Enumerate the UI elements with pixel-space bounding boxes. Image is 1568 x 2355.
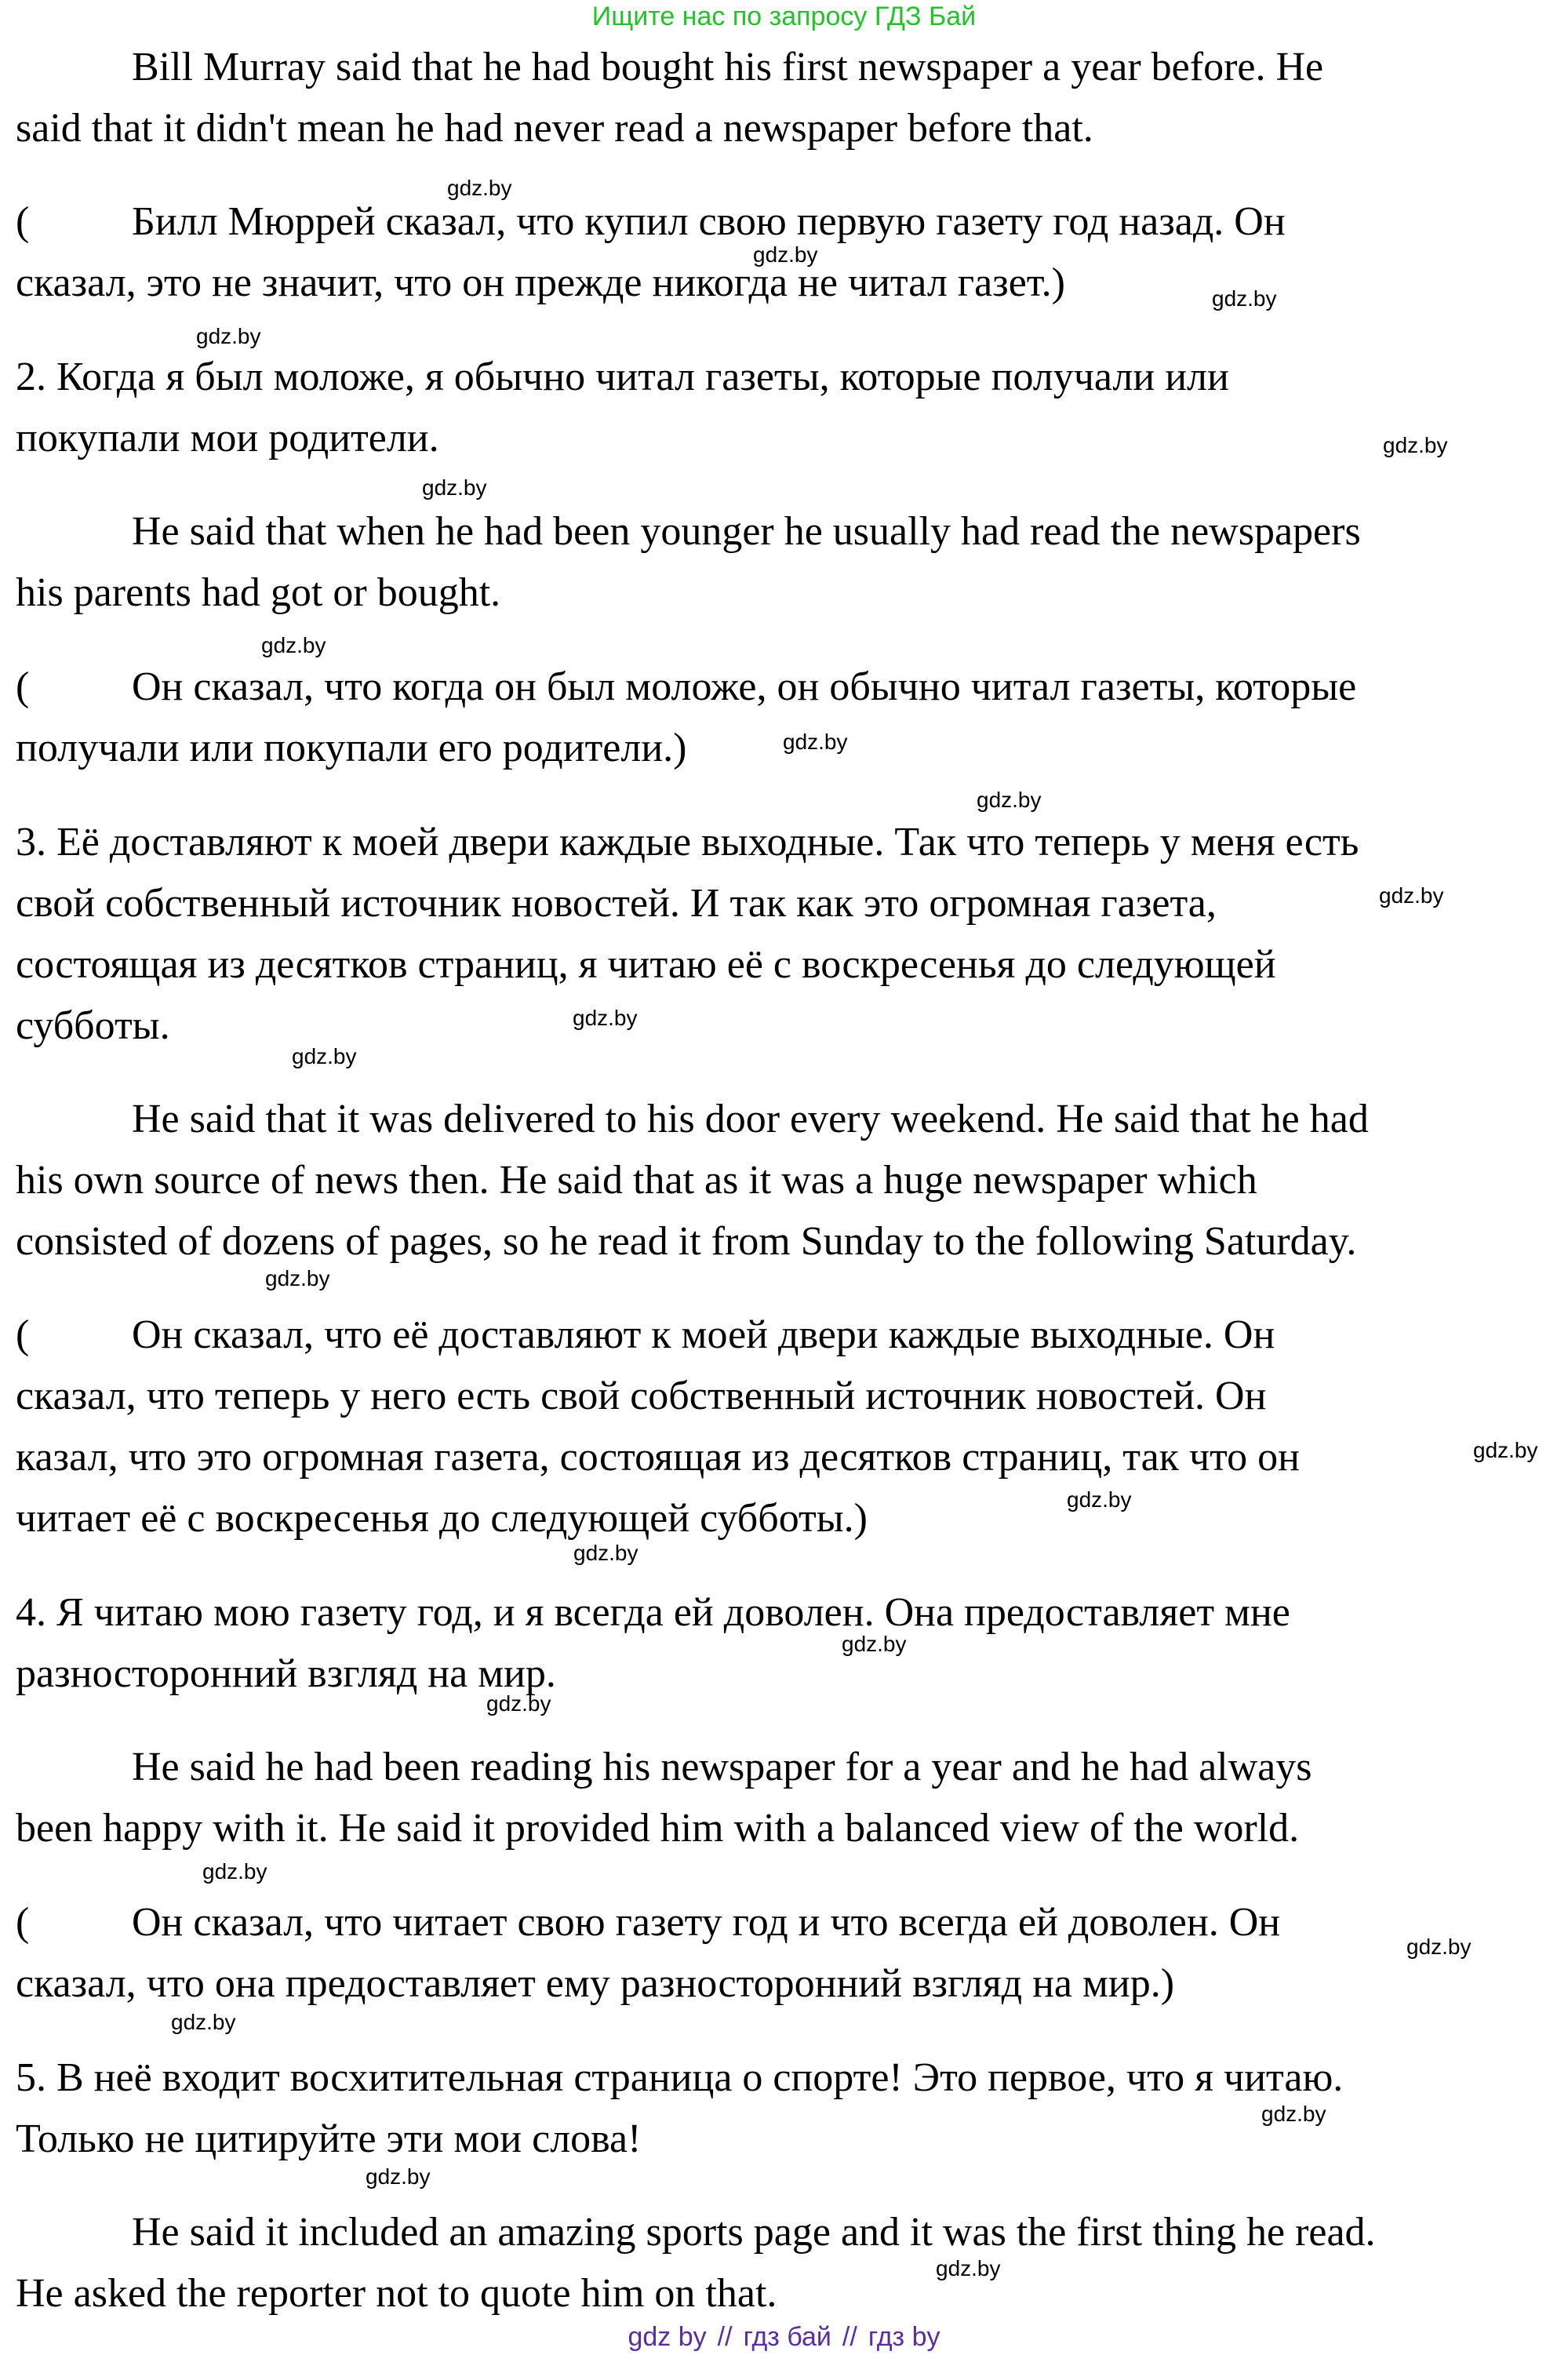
text-line: 4. Я читаю мою газету год, и я всегда ей доволен. Она предоставляет мне [16,1590,1290,1635]
text-line: состоящая из десятков страниц, я читаю её с воскресенья до следующей [16,942,1276,987]
footer-link-gdz-by-ru[interactable]: гдз by [868,2322,940,2352]
watermark: gdz.by [1379,883,1444,908]
watermark: gdz.by [753,242,818,267]
watermark: gdz.by [422,475,487,500]
text-line: Только не цитируйте эти мои слова! [16,2117,642,2161]
text-line: Он сказал, что читает свою газету год и что всегда ей доволен. Он [132,1900,1281,1945]
watermark: gdz.by [1383,433,1448,457]
watermark: gdz.by [783,730,848,754]
watermark: gdz.by [292,1044,357,1068]
text-line: 5. В неё входит восхитительная страница о спорте! Это первое, что я читаю. [16,2055,1344,2100]
text-line: Он сказал, что её доставляют к моей двери каждые выходные. Он [132,1312,1275,1357]
text-line: He said that when he had been younger he usually had read the newspapers [132,509,1361,554]
text-line: разносторонний взгляд на мир. [16,1651,556,1696]
watermark: gdz.by [842,1632,907,1656]
footer-link-gdz-bai[interactable]: гдз бай [743,2322,831,2352]
watermark: gdz.by [171,2010,236,2034]
watermark: gdz.by [1406,1935,1472,1959]
watermark: gdz.by [202,1859,267,1884]
watermark: gdz.by [265,1266,330,1290]
text-line: consisted of dozens of pages, so he read it from Sunday to the following Saturday. [16,1219,1357,1264]
text-line: сказал, что она предоставляет ему разносторонний взгляд на мир.) [16,1961,1175,2006]
text-line: сказал, это не значит, что он прежде никогда не читал газет.) [16,260,1065,305]
paren-open: ( [16,664,30,709]
watermark: gdz.by [486,1691,551,1716]
footer-separator: // [717,2322,733,2352]
watermark: gdz.by [1261,2102,1326,2126]
text-line: свой собственный источник новостей. И так как это огромная газета, [16,881,1217,926]
watermark: gdz.by [1067,1487,1132,1512]
watermark: gdz.by [261,633,326,657]
footer-separator: // [842,2322,857,2352]
paren-open: ( [16,1312,30,1357]
text-line: his parents had got or bought. [16,570,501,615]
paren-open: ( [16,1900,30,1945]
search-hint-link[interactable]: Ищите нас по запросу ГДЗ Бай [591,2,977,31]
watermark: gdz.by [977,788,1042,812]
text-line: получали или покупали его родители.) [16,726,687,770]
watermark: gdz.by [366,2164,431,2189]
watermark: gdz.by [196,324,261,348]
text-line: 3. Её доставляют к моей двери каждые выходные. Так что теперь у меня есть [16,820,1359,864]
text-line: сказал, что теперь у него есть свой собственный источник новостей. Он [16,1374,1267,1418]
text-line: He said that it was delivered to his door every weekend. He said that he had [132,1097,1369,1141]
text-line: his own source of news then. He said that as it was a huge newspaper which [16,1158,1257,1203]
paren-open: ( [16,199,30,244]
watermark: gdz.by [573,1541,638,1565]
watermark: gdz.by [447,176,512,200]
watermark: gdz.by [1212,286,1277,311]
text-line: said that it didn't mean he had never read a newspaper before that. [16,106,1093,151]
watermark: gdz.by [936,2256,1001,2280]
footer-link-gdz-by[interactable]: gdz by [628,2322,707,2352]
text-line: субботы. [16,1003,170,1048]
text-line: покупали мои родители. [16,416,439,460]
text-line: He said it included an amazing sports page and it was the first thing he read. [132,2210,1376,2255]
text-line: He said he had been reading his newspaper for a year and he had always [132,1745,1312,1789]
text-line: Он сказал, что когда он был моложе, он обычно читал газеты, которые [132,664,1357,709]
text-line: читает её с воскресенья до следующей субботы.) [16,1496,868,1541]
watermark: gdz.by [573,1006,638,1030]
text-line: казал, что это огромная газета, состоящая из десятков страниц, так что он [16,1435,1300,1480]
text-line: Билл Мюррей сказал, что купил свою первую газету год назад. Он [132,199,1286,244]
text-line: Bill Murray said that he had bought his first newspaper a year before. He [132,45,1324,89]
text-line: 2. Когда я был моложе, я обычно читал газеты, которые получали или [16,355,1229,399]
text-line: been happy with it. He said it provided him with a balanced view of the world. [16,1806,1300,1851]
watermark: gdz.by [1473,1438,1538,1462]
footer-links [0,2320,1568,2353]
text-line: He asked the reporter not to quote him on that. [16,2271,777,2316]
